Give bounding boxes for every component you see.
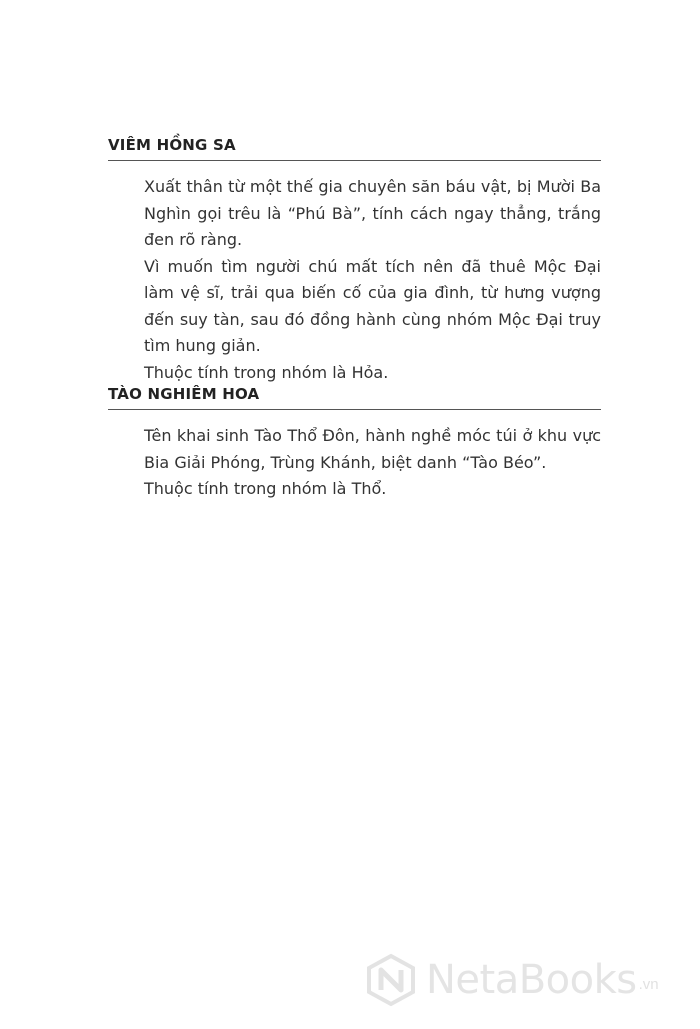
watermark-suffix: .vn [638, 976, 659, 993]
character-section-tao-nghiem-hoa [108, 384, 601, 503]
section-heading: VIÊM HỒNG SA [108, 135, 601, 161]
body-paragraph: Vì muốn tìm người chú mất tích nên đã thuê Mộc Đại làm vệ sĩ, trải qua biến cố của gia đình, từ hưng vượng đến suy tàn, sau đó đồng hành cùng nhóm Mộc Đại truy tìm hung giản. [144, 256, 601, 355]
body-paragraph: Thuộc tính trong nhóm là Thổ. [144, 479, 387, 498]
body-paragraph: Thuộc tính trong nhóm là Hỏa. [144, 362, 389, 382]
netabooks-logo-icon [364, 953, 418, 1007]
netabooks-watermark [364, 953, 659, 1007]
section-body [144, 174, 601, 386]
watermark-brand: NetaBooks [426, 957, 637, 1003]
body-paragraph: Xuất thân từ một thế gia chuyên săn báu vật, bị Mười Ba Nghìn gọi trêu là “Phú Bà”, tính cách ngay thẳng, trắng đen rõ ràng. [144, 177, 601, 249]
character-section-viem-hong-sa [108, 135, 601, 386]
body-paragraph: Tên khai sinh Tào Thổ Đôn, hành nghề móc túi ở khu vực Bia Giải Phóng, Trùng Khánh, biệt danh “Tào Béo”. [144, 426, 601, 472]
section-body [144, 423, 601, 503]
section-heading: TÀO NGHIÊM HOA [108, 384, 601, 410]
